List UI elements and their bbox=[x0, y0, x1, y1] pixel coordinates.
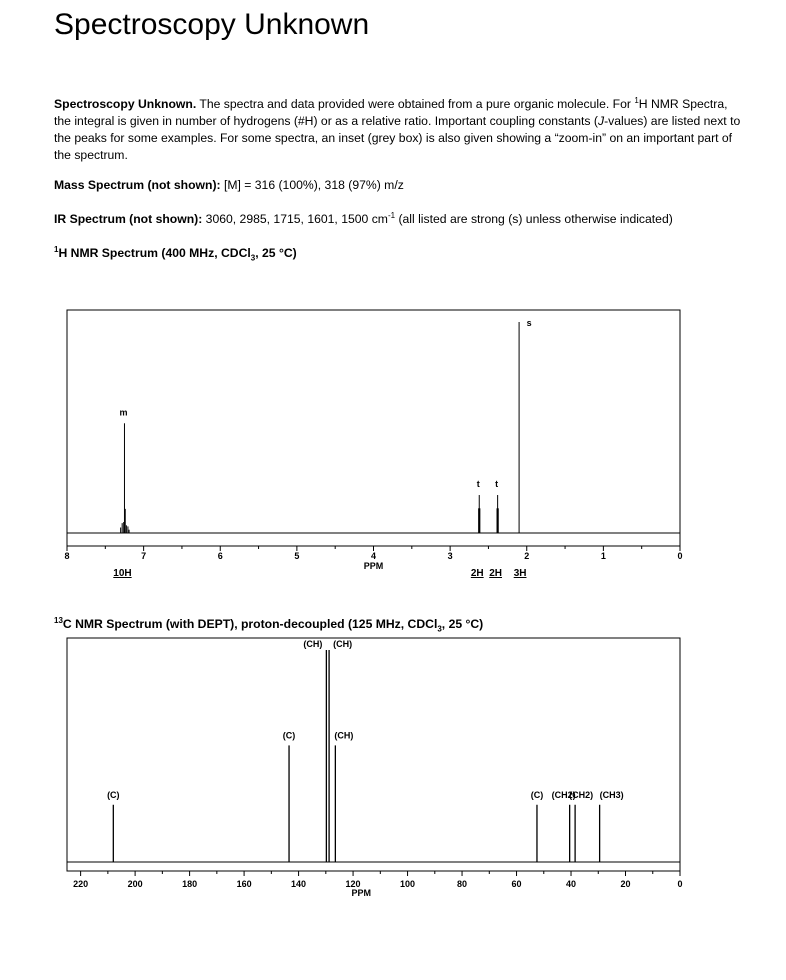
hnmr-tick-label: 3 bbox=[447, 551, 453, 561]
cnmr-heading bbox=[54, 615, 484, 634]
cnmr-tick-label: 20 bbox=[620, 879, 631, 889]
mass-value: [M] = 316 (100%), 318 (97%) m/z bbox=[220, 178, 404, 192]
hnmr-peak-label: t bbox=[495, 479, 499, 490]
cnmr-heading-b: , 25 °C) bbox=[441, 617, 484, 631]
cnmr-heading-sub: 3 bbox=[437, 624, 442, 634]
cnmr-peak-label: (CH) bbox=[333, 639, 353, 649]
cnmr-tick-label: 40 bbox=[566, 879, 577, 889]
cnmr-peak-label: (CH2) bbox=[569, 789, 594, 800]
hnmr-peak-label: s bbox=[526, 318, 532, 328]
intro-bold: Spectroscopy Unknown. bbox=[54, 97, 197, 111]
hnmr-heading-sup: 1 bbox=[54, 244, 59, 254]
mass-label: Mass Spectrum (not shown): bbox=[54, 178, 221, 192]
ir-spectrum-line bbox=[54, 212, 673, 226]
cnmr-tick-label: 200 bbox=[127, 879, 143, 889]
hnmr-tick-label: 6 bbox=[217, 551, 223, 561]
cnmr-tick-label: 120 bbox=[345, 879, 361, 889]
hnmr-integral-label: 2H bbox=[489, 568, 503, 579]
cnmr-x-label: PPM bbox=[351, 888, 371, 898]
hnmr-tick-label: 8 bbox=[64, 551, 70, 561]
hnmr-tick-label: 7 bbox=[141, 551, 147, 561]
intro-j: J bbox=[597, 114, 605, 128]
hnmr-heading-a: H NMR Spectrum (400 MHz, CDCl bbox=[58, 246, 251, 260]
ir-label: IR Spectrum (not shown): bbox=[54, 212, 203, 226]
intro-text-2: H NMR Spectra, the integral is given in number of hydrogens (#H) or as a relative ratio. Important coupling constants ( bbox=[54, 97, 728, 128]
hnmr-peak-label: m bbox=[119, 407, 128, 418]
ir-value-2: (all listed are strong (s) unless otherwise indicated) bbox=[395, 212, 673, 226]
hnmr-tick-label: 0 bbox=[677, 551, 683, 561]
cnmr-tick-label: 140 bbox=[291, 879, 307, 889]
cnmr-frame bbox=[67, 638, 680, 871]
ir-sup: -1 bbox=[387, 210, 396, 220]
cnmr-peak-label: (CH3) bbox=[599, 789, 624, 800]
hnmr-heading-sub: 3 bbox=[250, 253, 256, 263]
hnmr-peak-label: t bbox=[476, 479, 480, 490]
cnmr-peak-label: (C) bbox=[107, 789, 120, 800]
cnmr-tick-label: 60 bbox=[511, 879, 522, 889]
ir-value: 3060, 2985, 1715, 1601, 1500 cm bbox=[202, 212, 388, 226]
cnmr-tick-label: 80 bbox=[457, 879, 468, 889]
hnmr-tick-label: 4 bbox=[370, 551, 377, 561]
hnmr-tick-label: 1 bbox=[600, 551, 606, 561]
hnmr-tick-label: 5 bbox=[294, 551, 300, 561]
hnmr-integral-label: 2H bbox=[470, 568, 484, 579]
intro-text-3: -values) are listed next to the peaks for some examples. For some spectra, an inset (grey box) is also given showing a “zoom-in” on an important part of the spectrum. bbox=[54, 114, 741, 162]
mass-spectrum-line bbox=[54, 178, 404, 192]
cnmr-peak-label: (C) bbox=[530, 789, 544, 800]
page-title: Spectroscopy Unknown bbox=[54, 8, 370, 41]
hnmr-tick-label: 2 bbox=[524, 551, 530, 561]
cnmr-tick-label: 0 bbox=[677, 879, 683, 889]
intro-paragraph bbox=[54, 96, 744, 164]
cnmr-peak-label: (CH) bbox=[303, 639, 323, 649]
hnmr-frame bbox=[67, 310, 680, 546]
hnmr-heading-b: , 25 °C) bbox=[255, 246, 297, 260]
hnmr-integral-label: 10H bbox=[113, 568, 132, 579]
intro-text-1: The spectra and data provided were obtained from a pure organic molecule. For bbox=[196, 97, 635, 111]
cnmr-tick-label: 180 bbox=[182, 879, 198, 889]
cnmr-tick-label: 160 bbox=[236, 879, 252, 889]
cnmr-heading-sup: 13 bbox=[54, 615, 63, 625]
cnmr-peak-label: (C) bbox=[282, 730, 296, 741]
hnmr-heading bbox=[54, 244, 297, 263]
cnmr-tick-label: 100 bbox=[400, 879, 416, 889]
intro-sup: 1 bbox=[634, 95, 639, 105]
cnmr-peak-label: (CH) bbox=[334, 730, 354, 741]
cnmr-peak-label: (CH2) bbox=[551, 789, 576, 800]
cnmr-heading-a: C NMR Spectrum (with DEPT), proton-decoupled (125 MHz, CDCl bbox=[62, 617, 438, 631]
hnmr-integral-label: 3H bbox=[513, 568, 527, 579]
hnmr-x-label: PPM bbox=[363, 561, 384, 571]
cnmr-tick-label: 220 bbox=[73, 879, 89, 889]
